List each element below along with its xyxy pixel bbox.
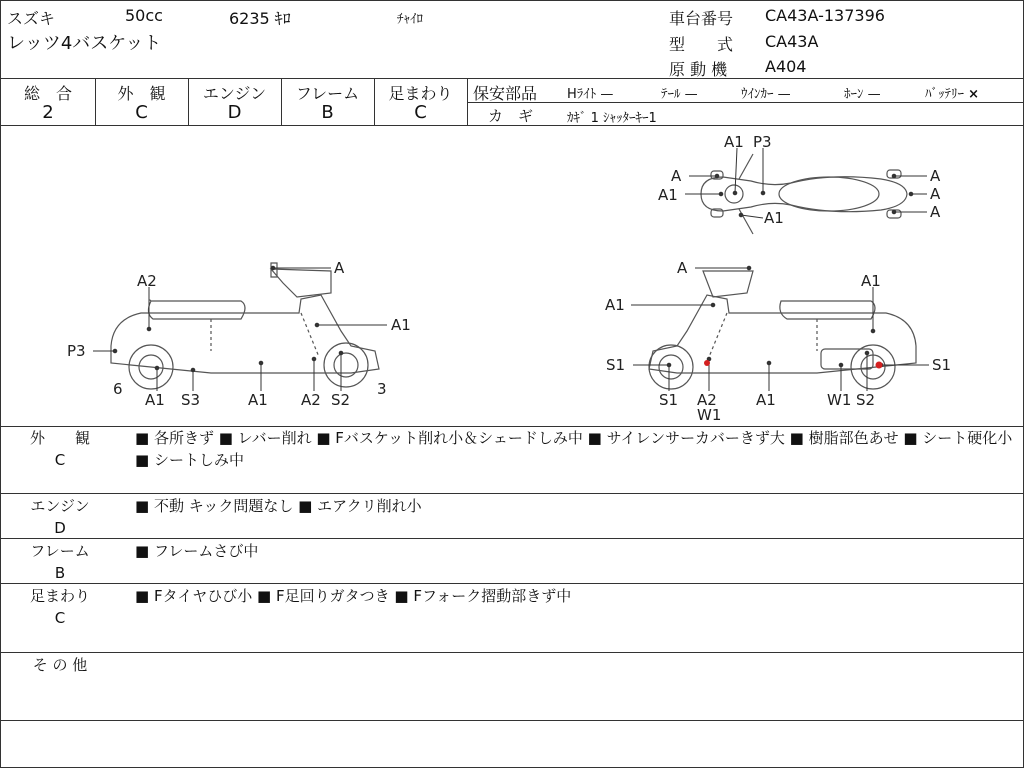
suspension-grade-label: 足まわり — [388, 84, 453, 103]
mileage: 6235 ｷﾛ — [229, 9, 291, 28]
safety-label: 保安部品 — [473, 84, 538, 103]
damage-diagram — [1, 126, 1023, 426]
suspension-section-title: 足まわり C — [29, 587, 90, 627]
type-label: 型 式 — [669, 35, 734, 54]
exterior-grade: C — [135, 102, 148, 123]
top-label-5: A1 — [764, 209, 784, 227]
left-label-10: S2 — [331, 391, 351, 409]
suspension-grade: C — [414, 102, 427, 123]
other-section-title: そ の 他 — [32, 656, 88, 674]
maker: スズキ — [7, 9, 56, 28]
right-label-2: A1 — [605, 296, 625, 314]
right-label-4: S1 — [606, 356, 626, 374]
frame-notes: ■ フレームさび中 — [135, 542, 259, 560]
displacement: 50cc — [125, 6, 163, 25]
top-label-6: A — [930, 167, 941, 185]
engine-section-title: エンジン D — [30, 497, 90, 537]
right-label-6: A2 — [697, 391, 717, 409]
left-label-9: A2 — [301, 391, 321, 409]
engine-label: 原 動 機 — [669, 60, 728, 79]
frame-no-label: 車台番号 — [669, 9, 734, 28]
right-label-11: S1 — [932, 356, 952, 374]
left-label-4: P3 — [67, 342, 86, 360]
exterior-notes: ■ 各所きず ■ レバー削れ ■ Fバスケット削れ小＆シェードしみ中 ■ サイレンサーカバーきず大 ■ 樹脂部色あせ ■ シート硬化小 ■ シートしみ中 — [135, 429, 1013, 469]
engine-grade-label: エンジン — [202, 84, 267, 103]
top-label-2: P3 — [753, 133, 772, 151]
color: ﾁｬｲﾛ — [397, 12, 423, 27]
right-label-7: W1 — [697, 406, 722, 424]
left-label-6: A1 — [145, 391, 165, 409]
frame-section-title: フレーム B — [30, 542, 90, 582]
left-label-3: A1 — [391, 316, 411, 334]
exterior-section-title: 外 観 C — [29, 429, 90, 469]
left-label-5: 6 — [113, 380, 123, 398]
right-label-9: W1 — [827, 391, 852, 409]
safety-winker: ｳｲﾝｶｰ — — [741, 87, 791, 102]
model-name: レッツ4バスケット — [7, 33, 162, 54]
top-label-1: A1 — [724, 133, 744, 151]
engine-grade: D — [227, 102, 242, 123]
engine-value: A404 — [765, 57, 807, 76]
top-view-scooter — [701, 154, 907, 234]
safety-horn: ﾎｰﾝ — — [844, 87, 881, 102]
left-label-7: S3 — [181, 391, 201, 409]
suspension-notes: ■ Fタイヤひび小 ■ F足回りガタつき ■ Fフォーク摺動部きず中 — [135, 587, 572, 605]
safety-tail: ﾃｰﾙ — — [661, 87, 698, 102]
right-label-8: A1 — [756, 391, 776, 409]
key-value: ｶｷﾞ 1 ｼｬｯﾀｰｷｰ1 — [567, 111, 657, 126]
top-label-8: A — [930, 203, 941, 221]
type-value: CA43A — [765, 32, 819, 51]
top-label-3: A — [671, 167, 682, 185]
engine-notes: ■ 不動 キック問題なし ■ エアクリ削れ小 — [135, 497, 422, 515]
exterior-label: 外 観 — [117, 84, 166, 103]
right-label-10: S2 — [856, 391, 876, 409]
right-label-1: A — [677, 259, 688, 277]
left-label-2: A2 — [137, 272, 157, 290]
top-label-7: A — [930, 185, 941, 203]
left-label-11: 3 — [377, 380, 387, 398]
frame-grade-label: フレーム — [295, 84, 360, 103]
top-label-4: A1 — [658, 186, 678, 204]
safety-headlight: Hﾗｲﾄ — — [567, 87, 614, 102]
safety-battery: ﾊﾞｯﾃﾘｰ × — [925, 87, 980, 102]
key-label: カ ギ — [488, 107, 534, 125]
overall-grade: 2 — [42, 102, 54, 123]
right-label-3: A1 — [861, 272, 881, 290]
left-label-8: A1 — [248, 391, 268, 409]
left-label-1: A — [334, 259, 345, 277]
frame-no: CA43A-137396 — [765, 6, 885, 25]
right-label-5: S1 — [659, 391, 679, 409]
damage-marks — [704, 360, 883, 369]
frame-grade: B — [321, 102, 334, 123]
overall-label: 総 合 — [23, 84, 72, 103]
